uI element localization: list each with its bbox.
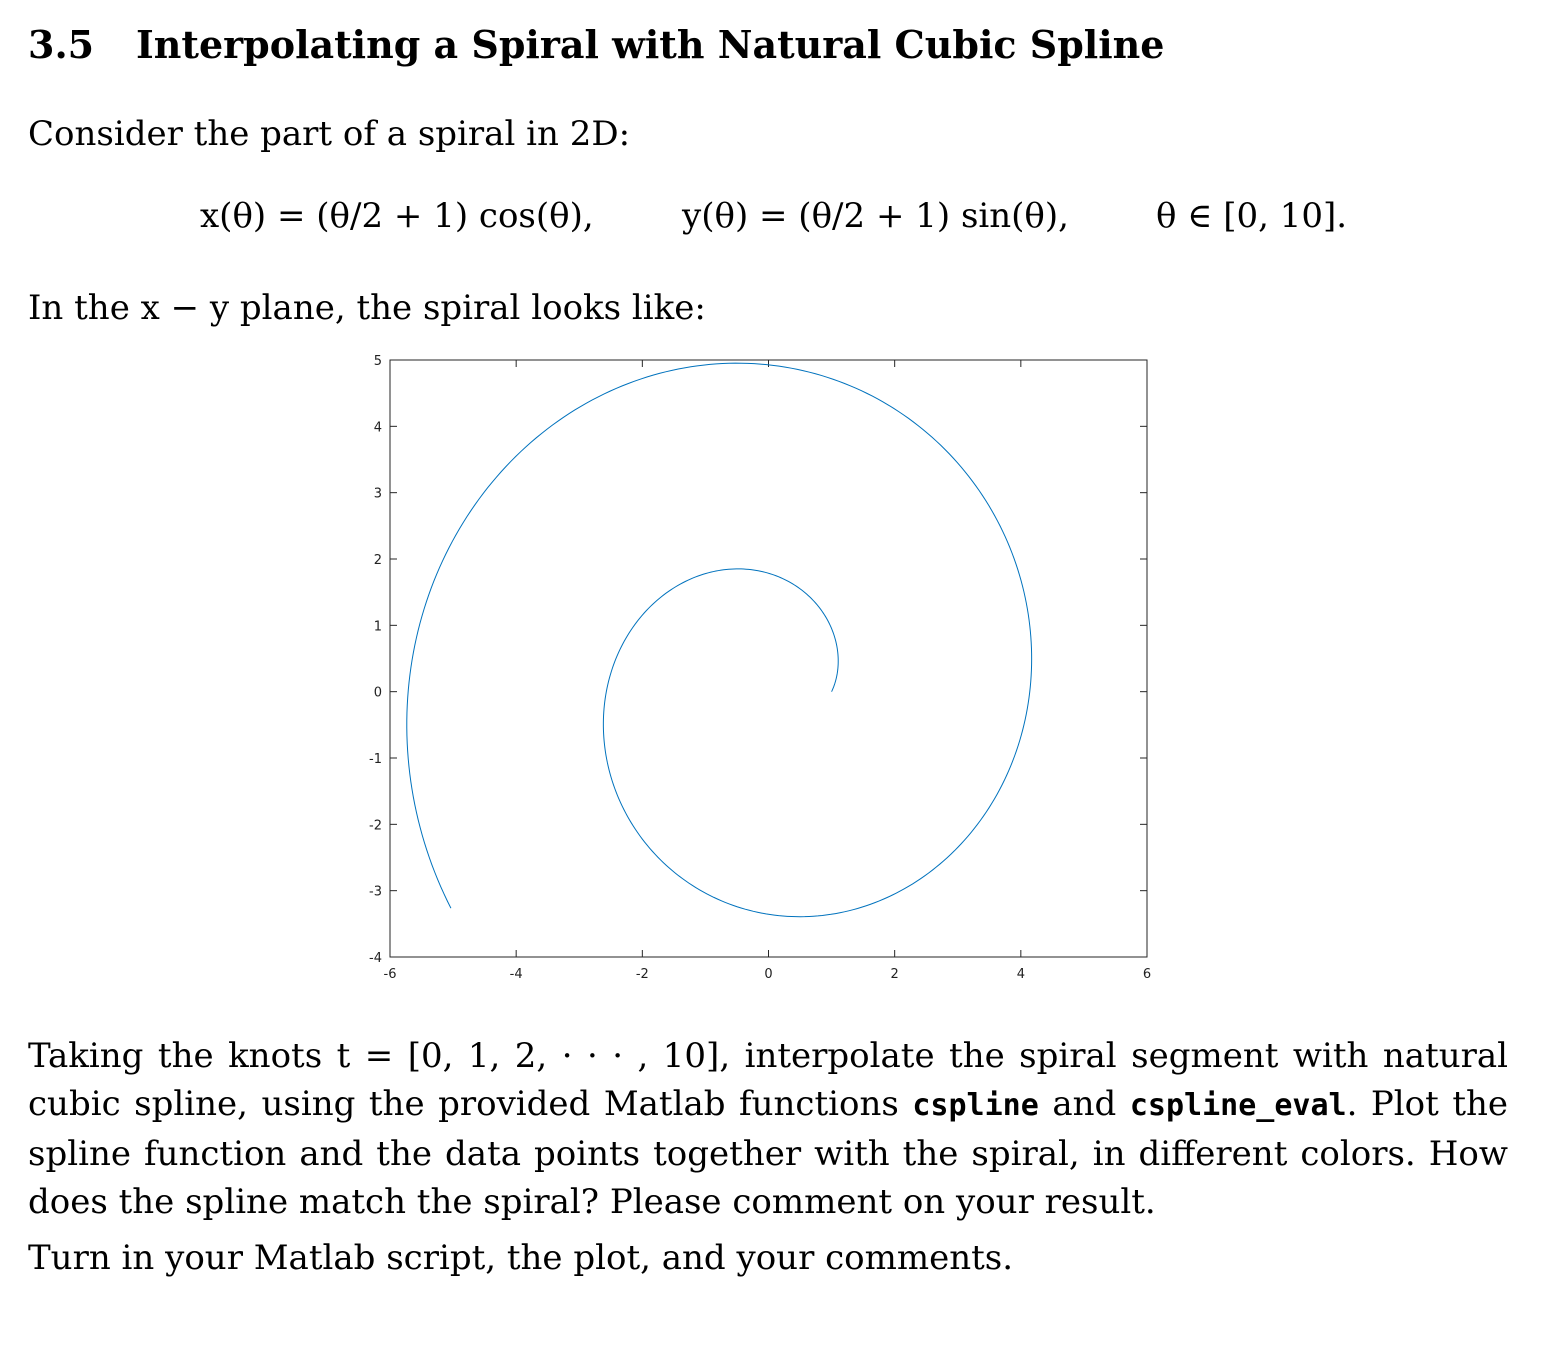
section-title: Interpolating a Spiral with Natural Cubic Spline [136,22,1165,67]
plane-text: In the x − y plane, the spiral looks like: [28,288,706,328]
intro-text: Consider the part of a spiral in 2D: [28,114,631,154]
x-tick-label: 6 [1142,967,1152,982]
equation-domain: θ ∈ [0, 10]. [1156,196,1348,236]
x-tick-label: -4 [509,967,523,982]
plot-axes-box [390,360,1147,957]
x-tick-label: -6 [383,967,397,982]
code-cspline-eval: cspline_eval [1129,1088,1347,1123]
y-tick-label: -2 [369,818,382,834]
instruction-paragraph [28,1032,1508,1226]
final-instruction: Turn in your Matlab script, the plot, and your comments. [28,1238,1014,1278]
y-tick-label: -1 [369,752,382,767]
y-tick-label: -4 [369,951,382,966]
y-tick-label: 2 [373,553,382,568]
instruction-part2: . Plot the spline function and the data points together with the spiral, in different colors. How does the spline match the spiral? Please comment on your result. [28,1084,1509,1222]
instruction-part1: Taking the knots t = [0, 1, 2, · · · , 10], interpolate the spiral segment with natural cubic spline, using the provided Matlab functions [28,1036,1508,1124]
y-tick-label: -3 [369,884,382,900]
y-tick-label: 4 [373,420,382,436]
x-tick-label: -2 [635,967,649,982]
code-cspline: cspline [912,1088,1039,1123]
equation-x: x(θ) = (θ/2 + 1) cos(θ), [200,196,594,236]
y-tick-label: 5 [373,354,382,369]
section-heading [28,22,1165,67]
x-tick-label: 0 [764,967,773,982]
y-tick-label: 1 [373,619,382,635]
spiral-curve [407,363,1032,917]
spiral-plot [340,340,1170,1000]
x-tick-label: 2 [890,967,899,982]
y-tick-label: 3 [373,486,382,502]
section-number: 3.5 [28,22,95,67]
equation-y: y(θ) = (θ/2 + 1) sin(θ), [682,196,1069,236]
y-tick-label: 0 [373,685,382,701]
x-tick-label: 4 [1016,967,1025,982]
instruction-and: and [1052,1084,1117,1124]
